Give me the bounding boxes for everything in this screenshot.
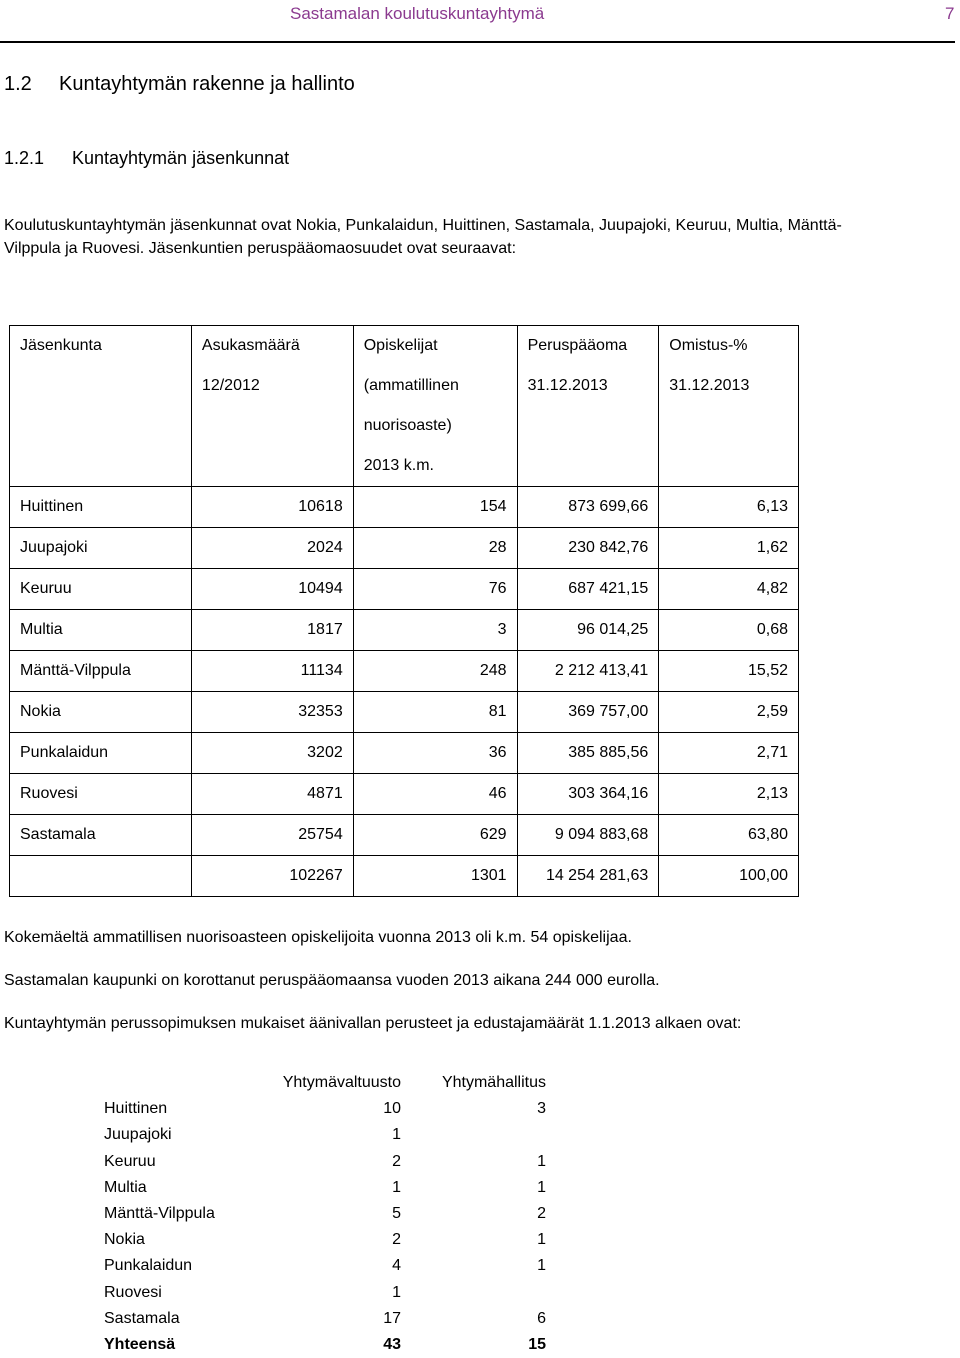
row-capital: 96 014,25 — [517, 610, 659, 651]
votes-row-council: 4 — [392, 1257, 401, 1275]
votes-table-row — [104, 1253, 546, 1279]
row-students: 76 — [353, 569, 517, 610]
votes-row-board: 2 — [537, 1205, 546, 1223]
row-share: 63,80 — [659, 815, 799, 856]
row-students: 629 — [353, 815, 517, 856]
votes-header-council: Yhtymävaltuusto — [282, 1074, 401, 1092]
votes-row-council: 43 — [383, 1335, 401, 1353]
header-share: Omistus-% 31.12.2013 — [659, 326, 799, 487]
votes-row-name: Juupajoki — [104, 1126, 172, 1144]
section-number: 1.2 — [4, 73, 32, 95]
votes-table-row — [104, 1227, 546, 1253]
row-students: 46 — [353, 774, 517, 815]
votes-row-council: 17 — [383, 1309, 401, 1327]
votes-row-name: Mänttä-Vilppula — [104, 1205, 215, 1223]
row-capital: 873 699,66 — [517, 487, 659, 528]
votes-table-row — [104, 1201, 546, 1227]
votes-row-name: Punkalaidun — [104, 1257, 193, 1275]
votes-table-total-row — [104, 1332, 546, 1358]
row-students: 1301 — [353, 856, 517, 897]
row-capital: 687 421,15 — [517, 569, 659, 610]
row-students: 3 — [353, 610, 517, 651]
votes-row-council: 5 — [392, 1205, 401, 1223]
row-share: 2,59 — [659, 692, 799, 733]
intro-line-2: Vilppula ja Ruovesi. Jäsenkuntien peruspääomaosuudet ovat seuraavat: — [4, 240, 517, 257]
header-org-name: Sastamalan koulutuskuntayhtymä — [290, 4, 545, 23]
subsection-title: Kuntayhtymän jäsenkunnat — [72, 148, 290, 168]
row-share: 100,00 — [659, 856, 799, 897]
row-municipality: Nokia — [10, 692, 192, 733]
votes-row-council: 1 — [392, 1178, 401, 1196]
votes-table-header-row — [104, 1070, 546, 1096]
row-population: 10618 — [191, 487, 353, 528]
row-municipality: Punkalaidun — [10, 733, 192, 774]
votes-row-council: 10 — [383, 1100, 401, 1118]
capital-table-row — [10, 692, 799, 733]
row-share: 6,13 — [659, 487, 799, 528]
subsection-number: 1.2.1 — [4, 148, 45, 168]
row-share: 2,13 — [659, 774, 799, 815]
votes-row-board: 1 — [537, 1178, 546, 1196]
capital-table-row — [10, 651, 799, 692]
votes-table-row — [104, 1149, 546, 1175]
votes-row-board: 1 — [537, 1152, 546, 1170]
row-population: 11134 — [191, 651, 353, 692]
intro-line-1: Koulutuskuntayhtymän jäsenkunnat ovat Nokia, Punkalaidun, Huittinen, Sastamala, Juupajoki, Keuruu, Multia, Mänttä- — [4, 217, 842, 234]
votes-table-row — [104, 1175, 546, 1201]
row-municipality: Ruovesi — [10, 774, 192, 815]
note-votes-intro: Kuntayhtymän perussopimuksen mukaiset äänivallan perusteet ja edustajamäärät 1.1.2013 alkaen ovat: — [4, 1015, 742, 1032]
votes-table-row — [104, 1122, 546, 1148]
row-population: 10494 — [191, 569, 353, 610]
row-students: 154 — [353, 487, 517, 528]
votes-header-board: Yhtymähallitus — [441, 1074, 546, 1092]
header-students: Opiskelijat (ammatillinen nuorisoaste) 2013 k.m. — [353, 326, 517, 487]
row-municipality: Juupajoki — [10, 528, 192, 569]
row-students: 36 — [353, 733, 517, 774]
header-municipality: Jäsenkunta — [10, 326, 192, 487]
votes-row-name: Keuruu — [104, 1152, 156, 1170]
votes-table-row — [104, 1096, 546, 1122]
intro-paragraph — [4, 214, 842, 260]
row-municipality — [10, 856, 192, 897]
votes-row-board: 15 — [528, 1335, 546, 1353]
header-page-number: 7 — [945, 4, 955, 23]
votes-row-council: 1 — [392, 1126, 401, 1144]
votes-row-council: 2 — [392, 1231, 401, 1249]
row-students: 81 — [353, 692, 517, 733]
section-title: Kuntayhtymän rakenne ja hallinto — [59, 73, 355, 95]
votes-row-name: Ruovesi — [104, 1283, 162, 1301]
votes-row-board: 3 — [537, 1100, 546, 1118]
capital-table-row — [10, 487, 799, 528]
votes-row-name: Sastamala — [104, 1309, 180, 1327]
row-share: 15,52 — [659, 651, 799, 692]
row-population: 1817 — [191, 610, 353, 651]
votes-row-name: Huittinen — [104, 1100, 168, 1118]
row-capital: 14 254 281,63 — [517, 856, 659, 897]
row-population: 32353 — [191, 692, 353, 733]
row-municipality: Mänttä-Vilppula — [10, 651, 192, 692]
votes-row-board: 1 — [537, 1231, 546, 1249]
row-capital: 9 094 883,68 — [517, 815, 659, 856]
capital-table-row — [10, 774, 799, 815]
row-municipality: Huittinen — [10, 487, 192, 528]
row-share: 4,82 — [659, 569, 799, 610]
row-capital: 385 885,56 — [517, 733, 659, 774]
capital-table-total-row — [10, 856, 799, 897]
votes-row-board — [401, 1122, 546, 1148]
votes-table-row — [104, 1306, 546, 1332]
votes-row-board: 1 — [537, 1257, 546, 1275]
row-municipality: Multia — [10, 610, 192, 651]
note-sastamala: Sastamalan kaupunki on korottanut peruspääomaansa vuoden 2013 aikana 244 000 eurolla. — [4, 972, 660, 989]
header-divider — [0, 41, 955, 43]
subsection-heading — [4, 148, 289, 169]
votes-row-board: 6 — [537, 1309, 546, 1327]
capital-table — [9, 325, 799, 897]
capital-table-row — [10, 610, 799, 651]
header-population: Asukasmäärä 12/2012 — [191, 326, 353, 487]
votes-row-council: 2 — [392, 1152, 401, 1170]
row-population: 4871 — [191, 774, 353, 815]
row-population: 3202 — [191, 733, 353, 774]
votes-header-name — [104, 1070, 269, 1096]
capital-table-row — [10, 528, 799, 569]
votes-row-name: Nokia — [104, 1231, 145, 1249]
votes-table-row — [104, 1280, 546, 1306]
row-population: 2024 — [191, 528, 353, 569]
votes-row-name: Multia — [104, 1178, 147, 1196]
row-municipality: Sastamala — [10, 815, 192, 856]
row-share: 1,62 — [659, 528, 799, 569]
row-students: 28 — [353, 528, 517, 569]
row-population: 102267 — [191, 856, 353, 897]
capital-table-row — [10, 815, 799, 856]
row-capital: 369 757,00 — [517, 692, 659, 733]
row-share: 2,71 — [659, 733, 799, 774]
capital-table-row — [10, 733, 799, 774]
row-municipality: Keuruu — [10, 569, 192, 610]
votes-table — [104, 1070, 546, 1358]
row-capital: 303 364,16 — [517, 774, 659, 815]
votes-row-name: Yhteensä — [104, 1335, 176, 1353]
row-capital: 230 842,76 — [517, 528, 659, 569]
row-students: 248 — [353, 651, 517, 692]
header-capital: Peruspääoma 31.12.2013 — [517, 326, 659, 487]
section-heading — [4, 73, 355, 96]
votes-row-council: 1 — [392, 1283, 401, 1301]
row-share: 0,68 — [659, 610, 799, 651]
capital-table-header-row — [10, 326, 799, 487]
note-kokemaki: Kokemäeltä ammatillisen nuorisoasteen opiskelijoita vuonna 2013 oli k.m. 54 opiskelijaa. — [4, 929, 632, 946]
row-capital: 2 212 413,41 — [517, 651, 659, 692]
capital-table-row — [10, 569, 799, 610]
row-population: 25754 — [191, 815, 353, 856]
votes-row-board — [401, 1280, 546, 1306]
